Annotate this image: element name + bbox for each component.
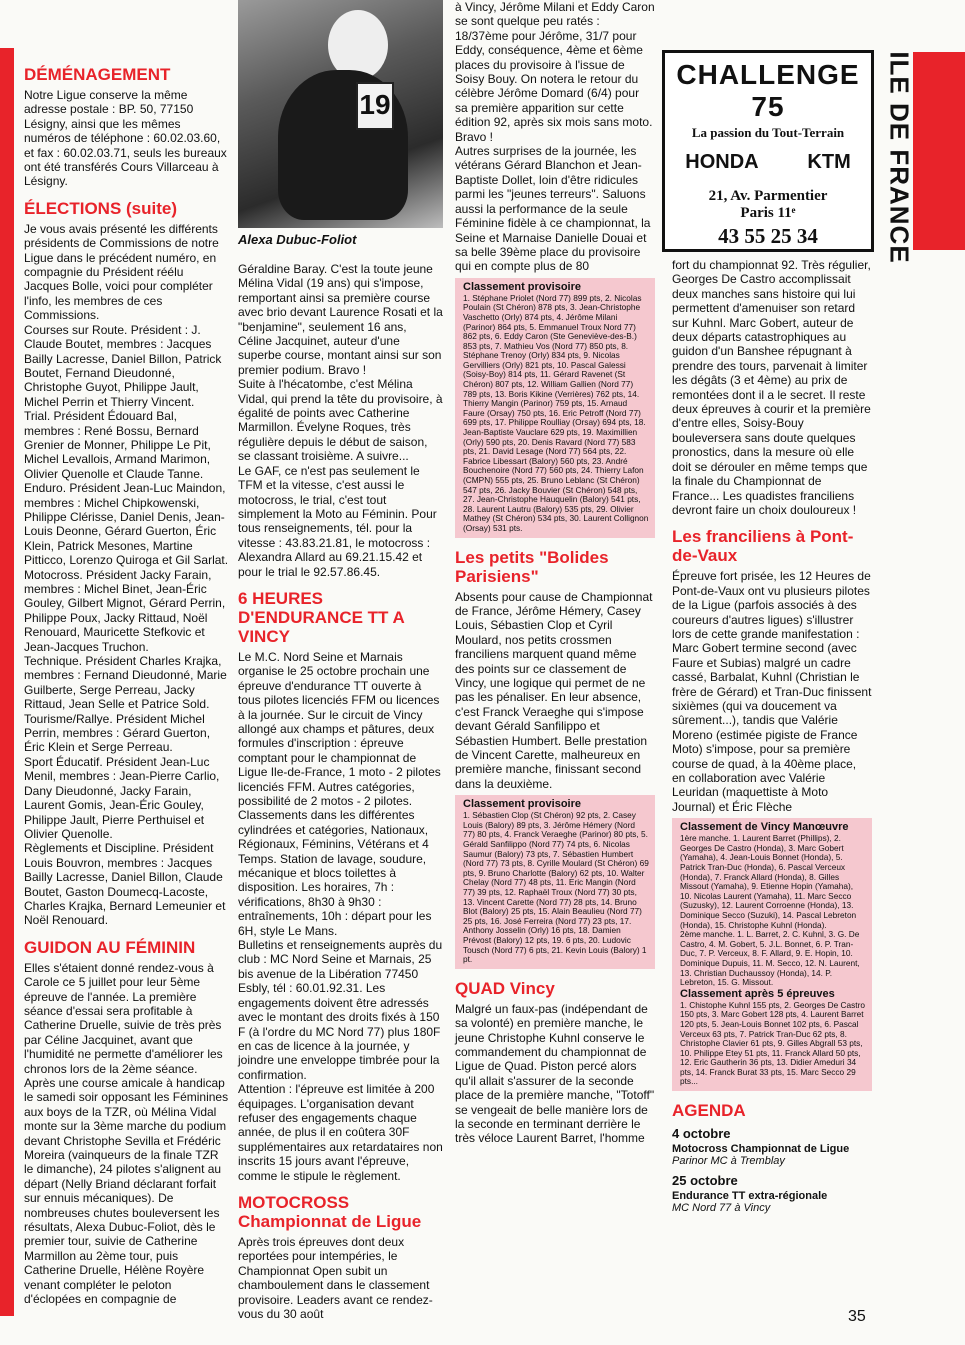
section-title-vertical: ILE DE FRANCE [884,50,915,264]
paragraph: Technique. Président Charles Krajka, membres : Fernand Dieudonné, Marie Guilberte, Serge Perreau, Jacky Rittaud, Jean Selle et Patrice Sold. [24,654,227,712]
paragraph: à Vincy, Jérôme Milani et Eddy Caron se sont quelque peu ratés : 18/37ème pour Jérôme, 31/7 pour Eddy, conséquence, 4ème et 6ème places du provisoire à l'issue de Soisy Bouy. On notera le retour du célèbre Jérôme Domard (6/4) pour sa première apparition sur cette édition 92, après six mois sans moto. Bravo ! [455,0,655,144]
results-title: Classement provisoire [463,798,581,811]
heading-elections: ÉLECTIONS (suite) [24,198,178,218]
heading-endurance: 6 HEURES D'ENDURANCE TT A VINCY [238,588,405,646]
heading-bolides: Les petits "Bolides Parisiens" [455,547,609,586]
results-text: 1. Chistophe Kuhnl 155 pts, 2. Georges De Castro 150 pts, 3. Marc Gobert 128 pts, 4. Laurent Barret 120 pts, 5. Jean-Louis Bonnet 102 pts, 6. Pascal Verceux 63 pts, 7. Patrick Tran-Duc 62 pts, 8. Christophe Clavier 61 pts, 9. Gilles Abgrall 53 pts, 10. Philippe Etey 51 pts, 11. Franck Allard 50 pts, 12. Eric Gautherin 36 pts, 13. Didier Ameduri 34 pts, 14. Franck Burat 33 pts, 15. Marc Secco 29 pts... [680,999,865,1087]
agenda-date: 4 octobre [672,1126,731,1142]
paragraph: Trial. Président Édouard Bal, membres : René Bossu, Bernard Grenier de Monner, Philippe Le Pit, Michel Levallois, Armand Marimon, Olivier Quenolle et Claude Tanne. [24,409,211,481]
agenda-sub: MC Nord 77 à Vincy [672,1202,771,1215]
column-2 [238,262,443,1321]
results-box [455,278,655,538]
paragraph: Le GAF, ce n'est pas seulement le TFM et la vitesse, c'est aussi le motocross, le trial, c'est tout simplement la Moto au Féminin. Pour tous renseignements, tél. pour la vitesse : 43.83.21.81, le motocross : Alexandra Allard au 69.21.15.42 et pour le trial le 92.57.86.45. [238,463,437,579]
heading-guidon: GUIDON AU FÉMININ [24,937,196,957]
heading-quad: QUAD Vincy [455,978,555,998]
right-red-tab [913,52,965,250]
paragraph: Suite à l'hécatombe, c'est Mélina Vidal, qui prend la tête du provisoire, à égalité de points avec Catherine Marmillon. Évelyne Roques, très régulière depuis le début de saison, se classant troisième. A suivre... [238,377,443,464]
paragraph: Je vous avais présenté les différents présidents de Commissions de notre Ligue dans le précédent numéro, en compagnie du Président réélu Jacques Bolle, voici pour compléter l'info, les membres de ces Commissions. [24,221,219,323]
results-text: 1. Stéphane Priolet (Nord 77) 899 pts, 2. Nicolas Poulain (St Chéron) 878 pts, 3. Jean-Christophe Vaschetto (Orly) 874 pts, 4. Jérôme Milani (Parinor) 864 pts, 5. Emmanuel Troux Nord 77) 862 pts, 6. Eddy Caron (Ste Geneviève-des-B.) 853 pts, 7. Mathieu Vos (Nord 77) 850 pts, 8. Stéphane Trenoy (Orly) 834 pts, 9. Nicolas Gervilliers (Orly) 821 pts, 10. Pascal Galessi (Soisy-Boy) 814 pts, 11. Gérard Ravenet (St Chéron) 807 pts, 12. William Gallien (Nord 77) 789 pts, 13. Boris Kikine (Verrières) 762 pts, 14. Thierry Mangin (Parinor) 759 pts, 15. Arnaud Faure (Orsay) 750 pts, 16. Eric Petroff (Nord 77) 699 pts, 17. Philippe Roulliay (Orsay) 694 pts, 18. Jean-Baptiste Vauclare 629 pts, 19. Maximillien (Orly) 590 pts, 20. Denis Ravard (Nord 77) 583 pts, 21. David Lesage (Nord 77) 564 pts, 22. Fabrice Libessart (Balory) 560 pts, 23. André Bouchenoire (Nord 77) 560 pts, 24. Thierry Lafon (CMPN) 555 pts, 25. Bruno Leblanc (St Chéron) 547 pts, 26. Jacky Bouvier (St Chéron) 548 pts, 27. Jean-Christophe Hauquelin (Balory) 541 pts, 28. Laurent Lautru (Balory) 535 pts, 29. Olivier Mathey (St Chéron) 534 pts, 30. Laurent Collignon (Orsay) 531 pts. [463,292,649,533]
results-box [672,818,872,1091]
paragraph: Elles s'étaient donné rendez-vous à Carole ce 5 juillet pour leur 5ème épreuve de l'année. La première séance d'essai sera profitable à Catherine Druelle, suivie de très près par Céline Jacquinet, avant que l'humidité ne permette d'améliorer les chronos lors de la 2ème séance. Après une course amicale à handicap le samedi soir opposant les Féminines aux boys de la TZR, où Mélina Vidal monte sur la 3ème marche du podium devant Christophe Sevilla et Frédéric Moreira (vainqueurs de la finale TZR le dimanche), 24 pilotes s'alignent au départ (Nelly Briand déclarant forfait sur ennuis mécaniques). De nombreuses chutes bouleversent les résultats, Alexa Dubuc-Foliot, dès le premier tour, suivie de Catherine Marmillon au 2ème tour, puis Catherine Druelle, Hélène Royère venant compléter le peloton d'éclopées en compagnie de [24,960,229,1307]
agenda-title: Endurance TT extra-régionale [672,1190,828,1203]
paragraph: Courses sur Route. Président : J. Claude Boutet, membres : Jacques Bailly Lacresse, Daniel Billon, Patrick Boutet, Fernand Dieudonné, Christophe Guyot, Philippe Jault, Michel Perrin et Thierry Vincent. [24,322,222,409]
paragraph: Autres surprises de la journée, les vétérans Gérard Blanchon et Jean-Baptiste Dollet, loin d'être ridicules parmi les "jeunes terreurs". Saluons aussi la performance de la seule Féminine fidèle à ce championnat, la Seine et Marnaise Danielle Douai et sa belle 39ème place du provisoire qui en compte plus de 80 [455,144,651,274]
heading-agenda: AGENDA [672,1101,746,1121]
paragraph: Attention : l'épreuve est limitée à 200 équipages. L'organisation devant refuser des engagements chaque année, de plus il en coûtera 30F supplémentaires aux retardataires non inscrits 15 jours avant l'épreuve, comme le stipule le règlement. [238,1082,443,1183]
bib-number: 19 [356,82,394,130]
paragraph: fort du championnat 92. Très régulier, Georges De Castro accomplissait deux manches sans histoire qui lui permettent d'amenuiser son retard sur Kuhnl. Marc Gobert, auteur de deux départs catastrophiques au guidon d'un Banshee répugnant à prendre des tours, parvenait à limiter les dégâts (3 et 4ème) au prix de remontées dont il a le secret. Il reste deux épreuves à courir et la première d'entre elles, Soisy-Bouy bouleversera sans doute quelques pronostics, dans la mesure où elle doit se dérouler en même temps que la finale du Championnat de France... Les quadistes franciliens devront faire un choix douloureux ! [672,258,871,517]
heading-demenagement: DÉMÉNAGEMENT [24,65,171,84]
paragraph: Règlements et Discipline. Président Louis Bouvron, membres : Jacques Bailly Lacresse, Daniel Billon, Claude Boutet, Gaston Doumecq-Lacoste, Charles Krajka, Bernard Lemeunier et Noël Renouard. [24,841,226,928]
agenda-date: 25 octobre [672,1173,738,1189]
column-4 [672,258,872,1214]
ad-address: 21, Av. Parmentier [708,188,828,204]
paragraph: Géraldine Baray. C'est la toute jeune Mélina Vidal (19 ans) qui s'impose, remportant ainsi sa première course avec brio devant Laurence Rosati et la "benjamine", seulement 16 ans, Céline Jacquinet, auteur d'une superbe course, montant ainsi sur son premier podium. Bravo ! [238,262,443,377]
paragraph: Après trois épreuves dont deux reportées pour intempéries, le Championnat Open subit un chamboulement dans le classement provisoire. Leaders avant ce rendez-vous du 30 août [238,1234,433,1321]
paragraph: Bulletins et renseignements auprès du club : MC Nord Seine et Marnais, 25 bis avenue de la Libération 77450 Esbly, tél : 60.01.92.31. Les engagements doivent être adressés avec le montant des droits fixés à 150 F (à l'ordre du MC Nord 77) plus 180F en cas de licence à la journée, y joindre une enveloppe timbrée pour la confirmation. [238,938,443,1082]
heading-motocross: MOTOCROSS Championnat de Ligue [238,1192,422,1231]
paragraph: Absents pour cause de Championnat de France, Jérôme Hémery, Casey Louis, Sébastien Clop et Cyril Moulard, nos petits crossmen franciliens marquent quand même des points sur ce classement de Vincy, une logique qui permet de ne pas les pénaliser. En leur absence, c'est Franck Veraeghe qui s'impose devant Gérald Sanfilippo et Sébastien Humbert. Belle prestation de Vincent Carette, malheureux en première manche, finissant second dans la deuxième. [455,589,653,791]
paragraph: Enduro. Président Jean-Luc Maindon, membres : Michel Chipkowenski, Philippe Clérisse, Daniel Denis, Jean-Louis Deonne, Gérard Guerton, Éric Klein, Patrick Mesones, Martine Pitticco, Lorenzo Quiroga et Gil Sarlat. [24,481,229,568]
agenda-sub: Parinor MC à Tremblay [672,1155,785,1168]
paragraph: Épreuve fort prisée, les 12 Heures de Pont-de-Vaux ont vu plusieurs pilotes de la Ligue (parfois associés à des coureurs d'autres ligues) s'illustrer lors de cette grande manifestation : Marc Gobert termine second (avec Faure et Subias) malgré un cadre cassé, Barbalat, Kuhnl (Christian le frère de Gérard) et Tran-Duc finissent sixièmes (qui va doucement va sûrement...), tandis que Valérie Moreno (estimée pigiste de France Moto) s'impose, pour sa première course de quad, à la 40ème place, en collaboration avec Valérie Leuridan (maquettiste à Moto Journal) et Éric Flèche [672,569,872,814]
results-title: Classement après 5 épreuves [680,987,835,1000]
ad-title: CHALLENGE 75 [676,59,860,122]
column-1 [24,55,229,1307]
paragraph: Sport Éducatif. Président Jean-Luc Menil, membres : Jean-Pierre Carlio, Dany Dieudonné, Jacky Farain, Laurent Gomis, Jean-Éric Gouley, Philippe Jault, Pierre Perthuisel et Olivier Quenolle. [24,754,220,841]
page-number: 35 [848,1308,866,1325]
column-3 [455,0,655,1146]
paragraph: Malgré un faux-pas (indépendant de sa volonté) en première manche, le jeune Christophe Kuhnl conserve le commandement du championnat de Ligue de Quad. Piston percé alors qu'il allait s'assurer de la seconde place de la première manche, "Totoff" se vengeait de belle manière lors de la seconde en terminant derrière le très véloce Laurent Barret, l'homme [455,1001,655,1146]
paragraph: Tourisme/Rallye. Président Michel Perrin, membres : Gérard Guerton, Éric Klein et Serge Perreau. [24,711,211,755]
race-photo [238,0,443,228]
results-box [455,795,655,969]
results-text: 1. Sébastien Clop (St Chéron) 92 pts, 2. Casey Louis (Balory) 89 pts, 3. Jérôme Hémery (Nord 77) 80 pts, 4. Franck Veraeghe (Parinor) 80 pts, 5. Gérald Sanfilippo (Nord 77) 74 pts, 6. Nicolas Saumur (Balory) 73 pts, 7. Sébastien Humbert (Nord 77) 73 pts, 8. Cyrille Moulard (St Chéron) 69 pts, 9. Bruno Charlotte (Balory) 62 pts, 10. Walter Chelay (Nord 77) 48 pts, 11. Eric Mangin (Nord 77) 39 pts, 12. Raphaël Troux (Nord 77) 30 pts, 13. Vincent Carette (Nord 77) 28 pts, 14. Bruno Blot (Balory) 25 pts, 15. Alain Beaulieu (Nord 77) 25 pts, 16. José Ferreira (Nord 77) 23 pts, 17. Anthony Josselin (Orly) 16 pts, 18. Damien Prévost (Balory) 12 pts, 19. 6 pts, 20. Ludovic Tousch (Nord 77) 6 pts, 21. Kevin Louis (Balory) 1 pt. [463,810,649,965]
paragraph: Motocross. Président Jacky Farain, membres : Michel Binet, Jean-Éric Gouley, Gilbert Mignot, Gérard Perrin, Philippe Poux, Jacky Rittaud, Noël Renouard, Mauricette Stefkovic et Jean-Jacques Truchon. [24,567,226,654]
results-title: Classement provisoire [463,280,581,293]
results-text: 1ère manche. 1. Laurent Barret (Phillips), 2. Georges De Castro (Honda), 3. Marc Gobert (Yamaha), 4. Jean-Louis Bonnet (Honda), 5. Patrick Tran-Duc (Honda), 6. Pascal Verceux (Honda), 7. Franck Allard (Honda), 8. Gilles Missout (Yamaha), 9. Etienne Hopin (Yamaha), 10. Nicolas Laurent (Yamaha), 11. Marc Secco (Suzusky), 12. Laurent Corroenne (Honda), 13. Dominique Secco (Suzuki), 14. Pascal Lebreton (Honda), 15. Christophe Kuhnl (Honda). [680,833,857,930]
ad-city: Paris 11ᵉ [740,205,796,221]
results-text: 2ème manche. 1. L. Barret, 2. C. Kuhnl, 3. G. De Castro, 4. M. Gobert, 5. J.L. Bonnet, 6. P. Tran-Duc, 7. P. Verceux, 8. F. Allard, 9. E. Hopin, 10. Dominique Dupuis, 11. M. Secco, 12. N. Laurent, 13. Christian Duchaussoy (Honda), 14. P. Lebreton, 15. G. Missout. [680,929,860,988]
agenda-title: Motocross Championnat de Ligue [672,1143,850,1156]
heading-franciliens: Les franciliens à Pont-de-Vaux [672,527,854,566]
left-red-bar [0,48,14,1316]
photo-caption: Alexa Dubuc-Foliot [238,232,357,247]
ad-phone: 43 55 25 34 [718,224,818,248]
results-title: Classement de Vincy Manœuvre [680,821,849,834]
paragraph: Le M.C. Nord Seine et Marnais organise le 25 octobre prochain une épreuve d'endurance TT ouverte à tous pilotes licenciés FFM ou licences à la journée. Sur le circuit de Vincy allongé aux champs et pâtures, deux formules d'inscription : épreuve comptant pour le championnat de Ligue Ile-de-France, 1 moto - 2 pilotes licenciés FFM. Autres catégories, possibilité de 2 motos - 2 pilotes. Classements dans les différentes cylindrées et catégories, Nationaux, Régionaux, Féminins, Vétérans et 4 Temps. Station de lavage, soudure, mécanique et blocs toilettes à disposition. Les horaires, 7h : vérifications, 8h30 à 9h30 : entraînements, 10h : départ pour les 6H, style Le Mans. [238,649,441,938]
challenge75-ad [662,50,874,252]
ad-brands: HONDA KTM [685,151,851,173]
paragraph: Notre Ligue conserve la même adresse postale : BP. 50, 77150 Lésigny, ainsi que les mêmes numéros de téléphone : 60.02.03.60, et fax : 60.02.03.71, seuls les bureaux ont été transférés Cours Villarceau à Lésigny. [24,88,227,189]
ad-tagline: La passion du Tout-Terrain [691,125,845,140]
